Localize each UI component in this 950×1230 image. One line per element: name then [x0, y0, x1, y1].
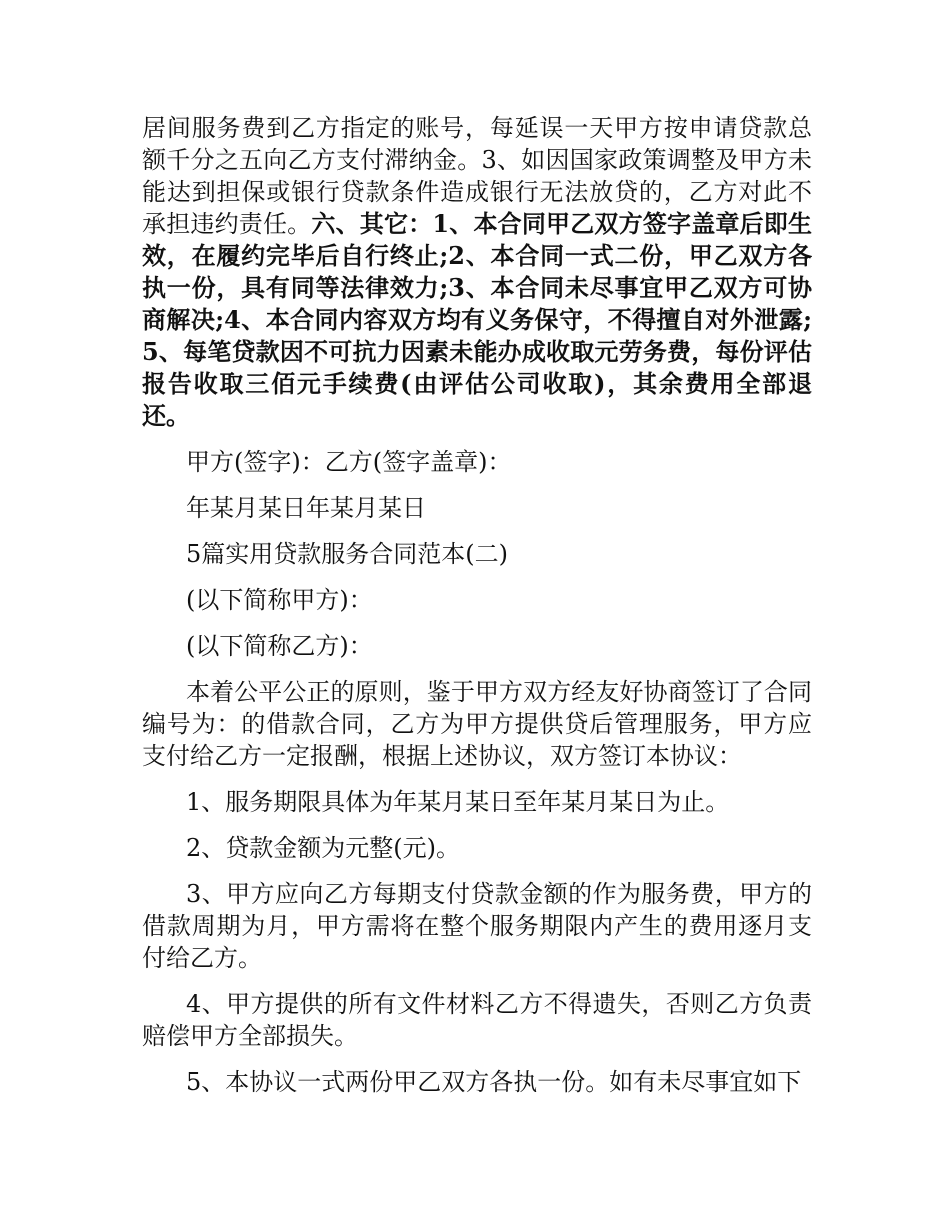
document-page [142, 112, 812, 1098]
signature-line: 甲方(签字)：乙方(签字盖章)： [186, 448, 512, 476]
intro-paragraph: 本着公平公正的原则，鉴于甲方双方经友好协商签订了合同编号为：的借款合同，乙方为甲方提供贷后管理服务，甲方应支付给乙方一定报酬，根据上述协议，双方签订本协议： [142, 678, 812, 770]
date-line: 年某月某日年某月某日 [186, 494, 426, 522]
paragraph-terms [142, 112, 812, 432]
party-a-line: (以下简称甲方)： [186, 586, 373, 614]
clause-5: 5、本协议一式两份甲乙双方各执一份。如有未尽事宜如下 [186, 1068, 802, 1096]
clause-3: 3、甲方应向乙方每期支付贷款金额的作为服务费，甲方的借款周期为月，甲方需将在整个服务期限内产生的费用逐月支付给乙方。 [142, 880, 812, 972]
other-terms-bold-text: 六、其它：1、本合同甲乙双方签字盖章后即生效，在履约完毕后自行终止;2、本合同一式二份，甲乙双方各执一份，具有同等法律效力;3、本合同未尽事宜甲乙双方可协商解决;4、本合同内容双方均有义务保守，不得擅自对外泄露;5、每笔贷款因不可抗力因素未能办成收取元劳务费，每份评估报告收取三佰元手续费(由评估公司收取)，其余费用全部退还。 [142, 209, 812, 430]
section-title: 5篇实用贷款服务合同范本(二) [186, 540, 508, 568]
clause-2: 2、贷款金额为元整(元)。 [186, 834, 460, 862]
clause-1: 1、服务期限具体为年某月某日至年某月某日为止。 [186, 788, 730, 816]
terms-text: 居间服务费到乙方指定的账号，每延误一天甲方按申请贷款总额千分之五向乙方支付滞纳金。3、如因国家政策调整及甲方未能达到担保或银行贷款条件造成银行无法放贷的，乙方对此不承担违约责任。 [142, 114, 812, 238]
clause-4: 4、甲方提供的所有文件材料乙方不得遗失，否则乙方负责赔偿甲方全部损失。 [142, 990, 812, 1050]
party-b-line: (以下简称乙方)： [186, 632, 373, 660]
